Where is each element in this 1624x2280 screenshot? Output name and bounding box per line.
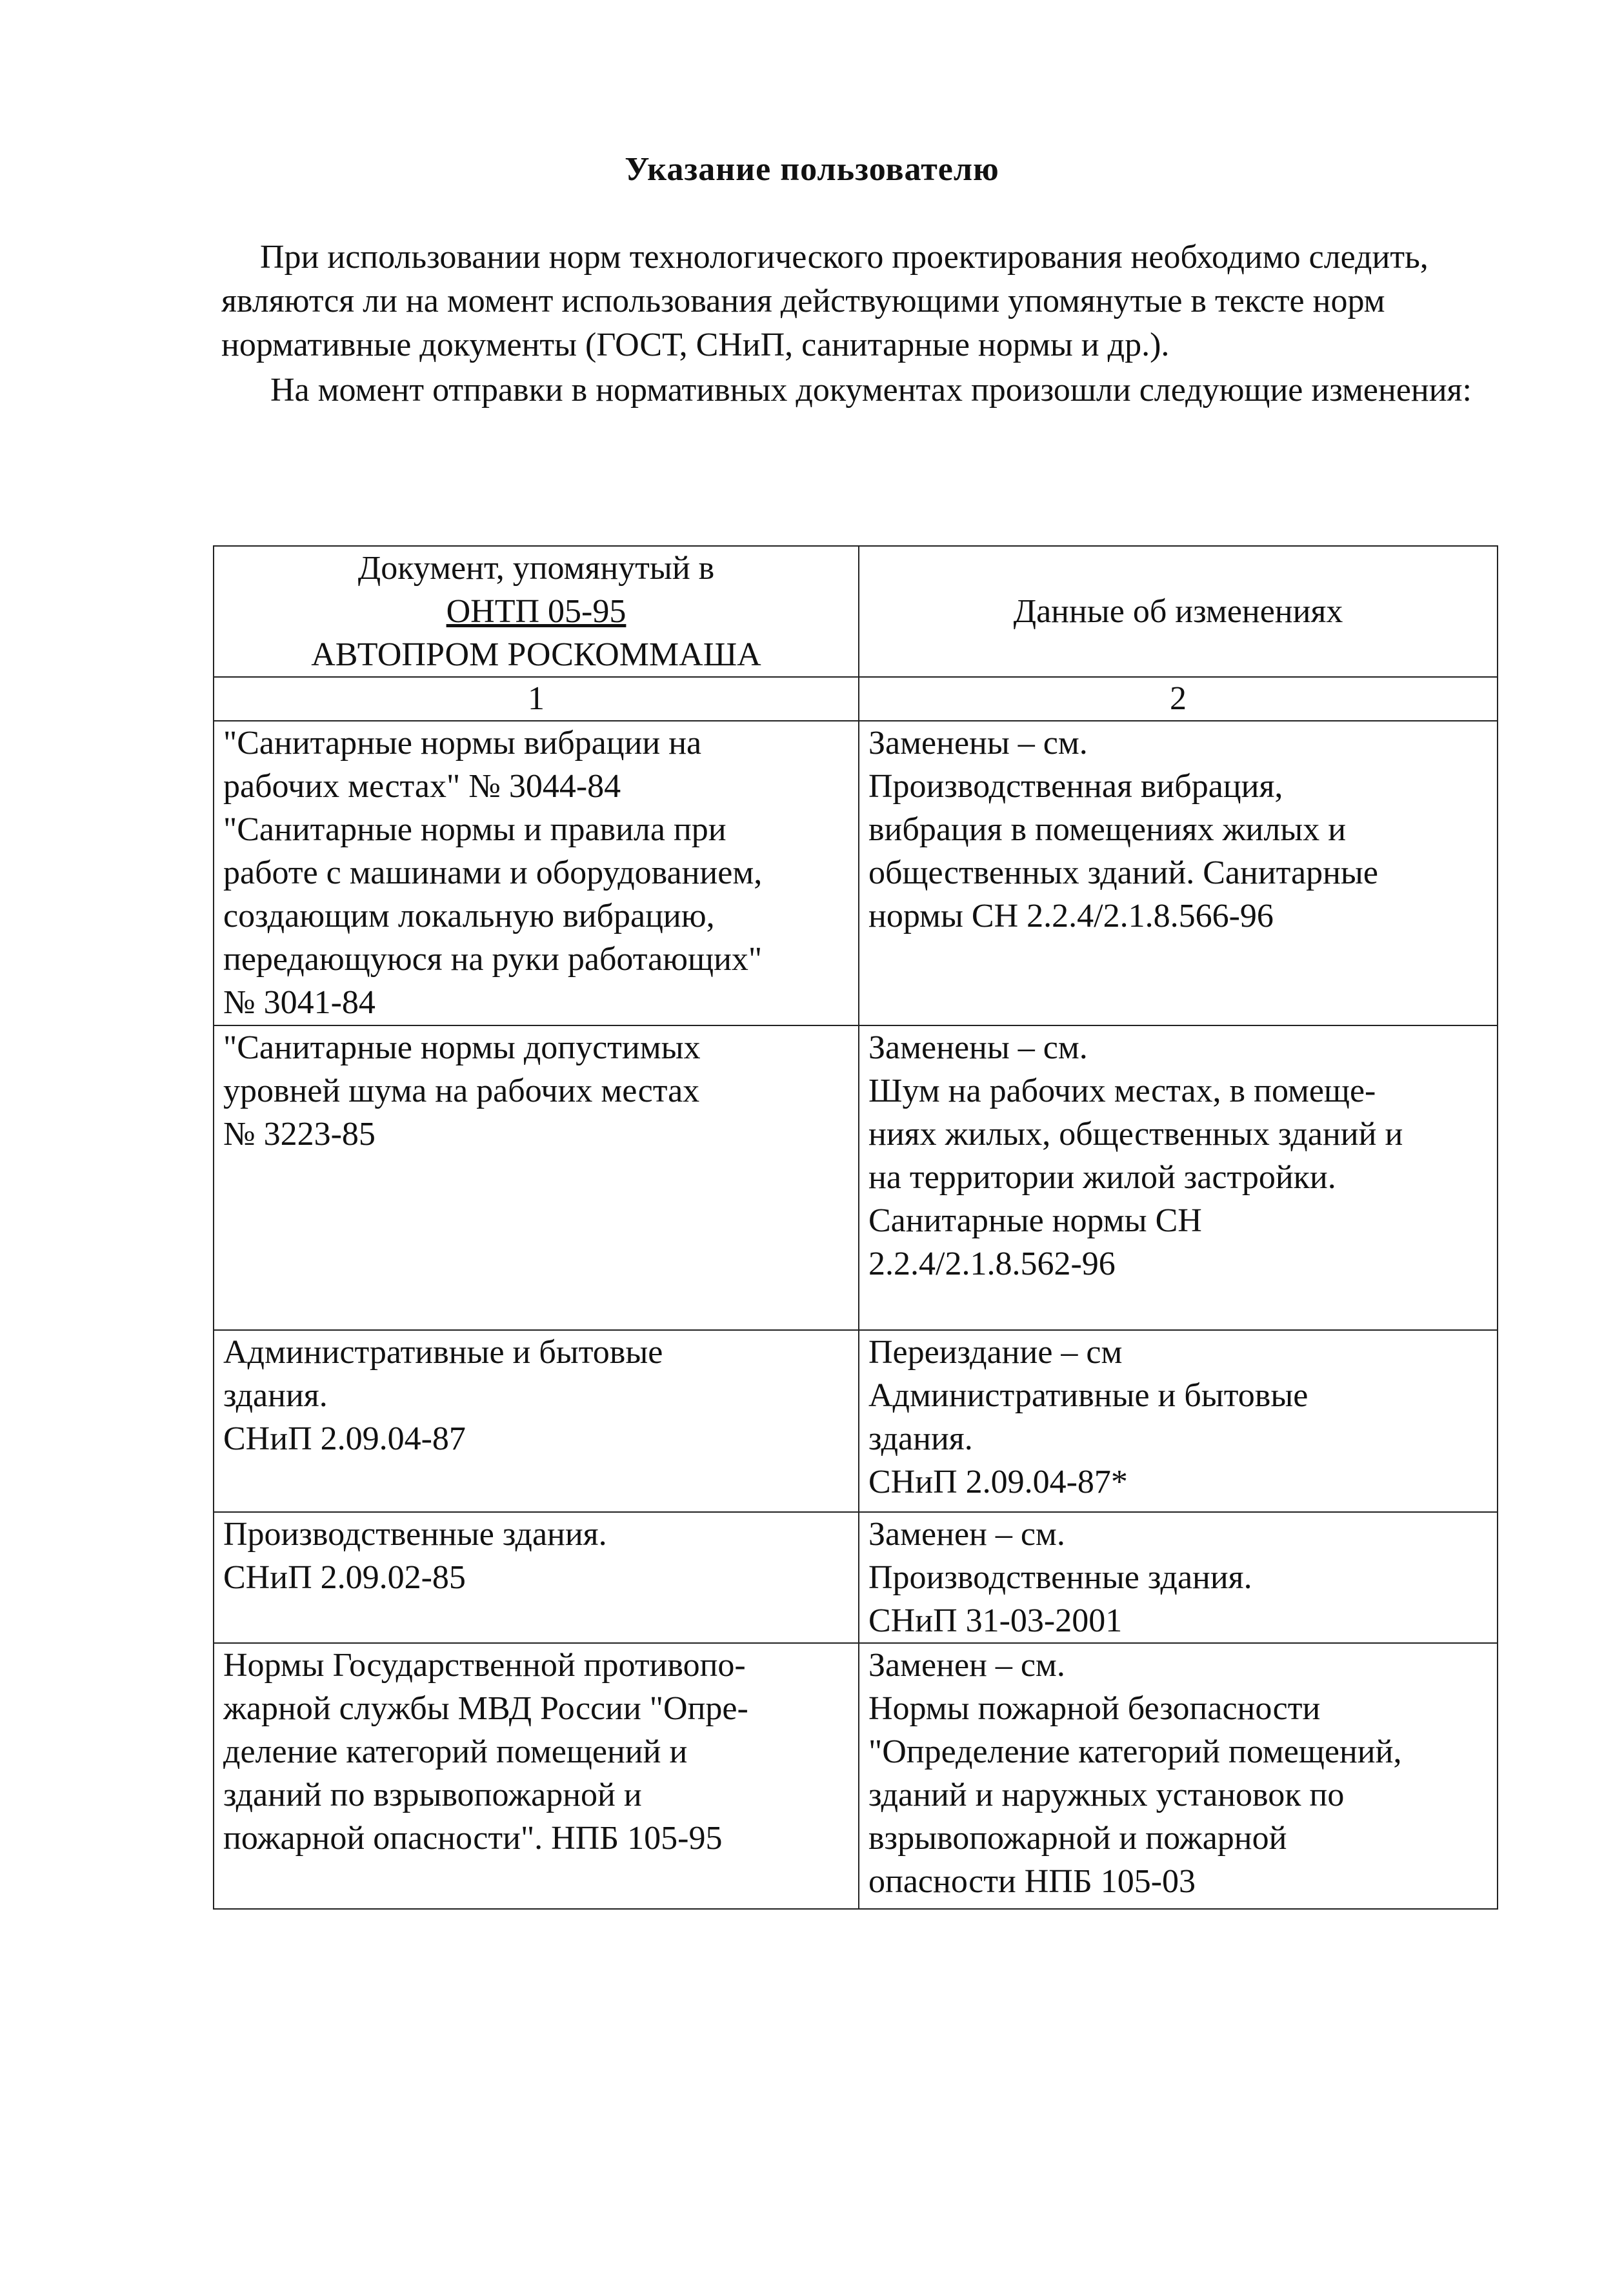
changes-table [213, 545, 1498, 1910]
document-line: № 3041-84 [223, 984, 376, 1021]
table-row [214, 1512, 1498, 1643]
document-line: СНиП 2.09.02-85 [223, 1559, 466, 1596]
document-cell [214, 1330, 859, 1512]
change-line: СНиП 2.09.04-87* [868, 1464, 1128, 1500]
document-line: жарной службы МВД России "Опре- [223, 1690, 748, 1727]
change-line: Заменены – см. [868, 1029, 1088, 1066]
document-line: зданий по взрывопожарной и [223, 1777, 642, 1813]
intro-paragraph-2: На момент отправки в нормативных документах произошли следующие изменения: [270, 372, 1472, 409]
document-line: рабочих местах" № 3044-84 [223, 768, 621, 805]
change-line: опасности НПБ 105-03 [868, 1863, 1196, 1900]
document-cell [214, 721, 859, 1025]
document-line: пожарной опасности". НПБ 105-95 [223, 1820, 723, 1857]
change-cell [859, 1330, 1498, 1512]
table-row [214, 1330, 1498, 1512]
header-document-line-1: Документ, упомянутый в [357, 550, 715, 587]
change-line: Производственные здания. [868, 1559, 1252, 1596]
change-line: зданий и наружных установок по [868, 1777, 1345, 1813]
table-row [214, 721, 1498, 1025]
change-line: общественных зданий. Санитарные [868, 854, 1378, 891]
document-cell [214, 1643, 859, 1909]
change-line: Производственная вибрация, [868, 768, 1283, 805]
table-row [214, 1643, 1498, 1909]
change-line: на территории жилой застройки. [868, 1159, 1336, 1196]
document-cell [214, 1512, 859, 1643]
page-title: Указание пользователю [625, 151, 999, 188]
change-line: "Определение категорий помещений, [868, 1733, 1402, 1770]
change-cell [859, 721, 1498, 1025]
change-line: Заменен – см. [868, 1647, 1065, 1684]
document-line: "Санитарные нормы допустимых [223, 1029, 701, 1066]
change-line: ниях жилых, общественных зданий и [868, 1116, 1403, 1153]
document-line: № 3223-85 [223, 1116, 376, 1153]
intro-paragraph-1: При использовании норм технологического проектирования необходимо следить, являются ли на момент использования действующими упомянутые в тексте норм нормативные документы (ГОСТ, СНиП, санитарные нормы и др.). [221, 239, 1429, 363]
change-line: Переиздание – см [868, 1334, 1123, 1371]
document-line: деление категорий помещений и [223, 1733, 688, 1770]
document-line: передающуюся на руки работающих" [223, 941, 763, 978]
column-number-1: 1 [214, 677, 859, 721]
column-number-2: 2 [859, 677, 1498, 721]
change-cell [859, 1643, 1498, 1909]
change-line: Заменен – см. [868, 1516, 1065, 1553]
document-line: работе с машинами и оборудованием, [223, 854, 763, 891]
change-line: взрывопожарной и пожарной [868, 1820, 1287, 1857]
change-cell [859, 1025, 1498, 1330]
intro-text [221, 236, 1479, 412]
table-header-row [214, 546, 1498, 677]
document-line: "Санитарные нормы и правила при [223, 811, 727, 848]
document-line: СНиП 2.09.04-87 [223, 1420, 466, 1457]
table-row [214, 1025, 1498, 1330]
change-line: СНиП 31-03-2001 [868, 1602, 1123, 1639]
header-document-cell [214, 546, 859, 677]
change-line: 2.2.4/2.1.8.562-96 [868, 1246, 1116, 1282]
document-line: создающим локальную вибрацию, [223, 898, 715, 934]
change-line: вибрация в помещениях жилых и [868, 811, 1347, 848]
header-document-line-2: ОНТП 05-95 [446, 593, 627, 630]
document-line: "Санитарные нормы вибрации на [223, 725, 702, 762]
change-line: Шум на рабочих местах, в помеще- [868, 1073, 1376, 1109]
column-number-row [214, 677, 1498, 721]
document-line: здания. [223, 1377, 328, 1414]
document-line: Производственные здания. [223, 1516, 607, 1553]
change-line: Нормы пожарной безопасности [868, 1690, 1321, 1727]
document-line: Административные и бытовые [223, 1334, 663, 1371]
document-line: Нормы Государственной противопо- [223, 1647, 746, 1684]
document-cell [214, 1025, 859, 1330]
change-line: здания. [868, 1420, 973, 1457]
change-line: Санитарные нормы СН [868, 1202, 1202, 1239]
header-document-line-3: АВТОПРОМ РОСКОММАША [311, 636, 761, 673]
header-changes-cell: Данные об изменениях [859, 546, 1498, 677]
change-line: Заменены – см. [868, 725, 1088, 762]
change-line: Административные и бытовые [868, 1377, 1308, 1414]
change-line: нормы СН 2.2.4/2.1.8.566-96 [868, 898, 1274, 934]
change-cell [859, 1512, 1498, 1643]
document-line: уровней шума на рабочих местах [223, 1073, 700, 1109]
